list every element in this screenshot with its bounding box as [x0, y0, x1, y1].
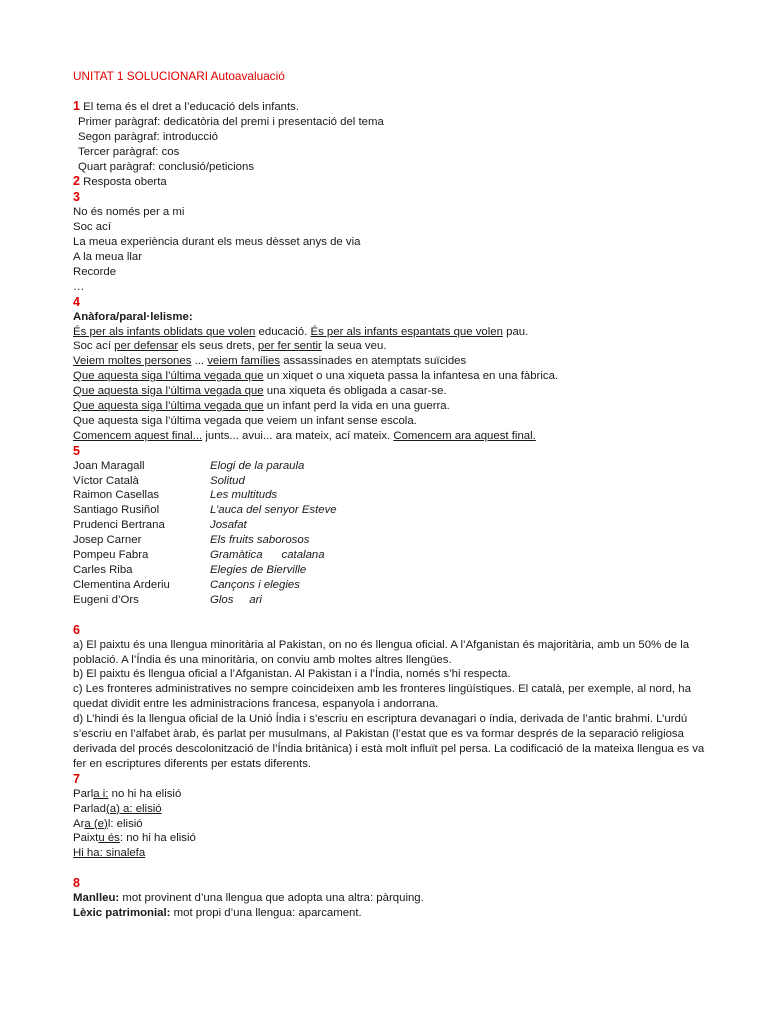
question-7-line: Ara (e)l: elisió [73, 817, 143, 830]
work-title: Josafat [210, 519, 247, 532]
work-title: Gramàtica catalana [210, 549, 325, 562]
question-2: 2 Resposta oberta [73, 174, 167, 189]
question-6-answer-c: c) Les fronteres administratives no sempre coincideixen amb les fronteres lingüístiques. El català, per exemple, al nord, ha quedat dividit entre les administracions francesa, espanyola i andorrana. [73, 683, 691, 711]
author-name: Eugeni d’Ors [73, 593, 139, 606]
question-number: 7 [73, 771, 80, 786]
author-work-row [73, 488, 713, 503]
question-3-line: Recorde [73, 265, 117, 278]
question-7-line: Parla i: no hi ha elisió [73, 787, 182, 800]
question-7-line: Parlad(a) a: elisió [73, 802, 162, 815]
question-1-line: Tercer paràgraf: cos [78, 145, 180, 158]
work-title: L’auca del senyor Esteve [210, 504, 337, 517]
question-7-line: Hi ha: sinalefa [73, 847, 146, 860]
question-1-line: Quart paràgraf: conclusió/peticions [78, 160, 255, 173]
question-number: 5 [73, 443, 80, 458]
question-number: 1 [73, 98, 80, 113]
author-name: Raimon Casellas [73, 489, 160, 502]
author-work-row [73, 474, 713, 489]
work-title: Elogi de la paraula [210, 459, 305, 472]
author-work-list [73, 459, 713, 608]
question-number: 4 [73, 294, 80, 309]
author-name: Carles Riba [73, 564, 133, 576]
author-work-row [73, 593, 713, 608]
question-number: 6 [73, 622, 80, 637]
question-1-first-line: 1 El tema és el dret a l’educació dels infants. [73, 98, 300, 113]
term: Lèxic patrimonial: [73, 907, 171, 920]
question-4-line: Que aquesta siga l’última vegada que un infant perd la vida en una guerra. [73, 400, 450, 413]
question-3-line: A la meua llar [73, 250, 143, 263]
author-name: Pompeu Fabra [73, 549, 149, 562]
question-6-answer-b: b) El paixtu és llengua oficial a l’Afganistan. Al Pakistan i a l’Índia, només s’hi respecta. [73, 668, 511, 681]
author-work-row [73, 563, 713, 578]
work-title: Les multituds [210, 489, 278, 502]
question-4-line: Soc ací per defensar els seus drets, per fer sentir la seua veu. [73, 340, 387, 353]
question-4-line: Veiem moltes persones ... veiem famílies assassinades en atemptats suïcides [73, 355, 467, 368]
question-1-line: Segon paràgraf: introducció [78, 130, 218, 143]
author-work-row [73, 533, 713, 548]
author-name: Santiago Rusiñol [73, 504, 160, 517]
question-4-line: És per als infants oblidats que volen educació. És per als infants espantats que volen pau. [73, 325, 529, 338]
document-body [73, 69, 713, 921]
question-1-line: Primer paràgraf: dedicatòria del premi i presentació del tema [78, 115, 384, 128]
question-6-answer-d: d) L’hindi és la llengua oficial de la Unió Índia i s’escriu en escriptura devanagari o índia, derivada de l’antic brahmi. L’urdú s’escriu en l’alfabet àrab, és parlat per musulmans, al Pakistan (l’estat que es va formar després de la separació religiosa derivada del procés descolonització de l’Índia britànica) i està molt influït pel persa. La codificació de la mateixa llengua es va fer en escriptures diferents per estats diferents. [73, 713, 705, 770]
question-4-line: Que aquesta siga l’última vegada que una xiqueta és obligada a casar-se. [73, 385, 447, 398]
question-3-line: La meua experiència durant els meus dèsset anys de via [73, 236, 361, 249]
question-number: 2 [73, 174, 80, 189]
author-name: Víctor Català [73, 474, 139, 487]
author-work-row [73, 518, 713, 533]
question-3-line: No és només per a mi [73, 206, 185, 219]
author-work-row [73, 578, 713, 593]
author-work-row [73, 503, 713, 518]
question-8-definition: Manlleu: mot provinent d’una llengua que adopta una altra: pàrquing. [73, 892, 424, 905]
author-name: Clementina Arderiu [73, 578, 170, 591]
work-title: Glos ari [210, 593, 262, 606]
question-number: 3 [73, 190, 80, 205]
work-title: Cançons i elegies [210, 578, 300, 591]
question-7-line: Paixtu és: no hi ha elisió [73, 832, 196, 845]
question-3-line: … [73, 280, 85, 293]
question-4-line: Que aquesta siga l’última vegada que un xiquet o una xiqueta passa la infantesa en una fàbrica. [73, 370, 559, 383]
author-name: Josep Carner [73, 534, 142, 547]
question-number: 8 [73, 876, 80, 891]
question-4-heading: Anàfora/paral·lelisme: [73, 310, 193, 323]
author-work-row [73, 548, 713, 563]
work-title: Elegies de Bierville [210, 564, 307, 576]
page-title: UNITAT 1 SOLUCIONARI Autoavaluació [73, 69, 285, 83]
question-4-line: Comencem aquest final... junts... avui... ara mateix, ací mateix. Comencem ara aquest final. [73, 429, 536, 442]
author-name: Joan Maragall [73, 459, 145, 472]
question-8-definition: Lèxic patrimonial: mot propi d’una llengua: aparcament. [73, 907, 362, 920]
work-title: Solitud [210, 474, 245, 487]
term: Manlleu: [73, 892, 120, 905]
author-name: Prudenci Bertrana [73, 519, 165, 532]
question-6-answer-a: a) El paixtu és una llengua minoritària al Pakistan, on no és llengua oficial. A l’Afganistan és majoritària, amb un 50% de la població. A l’Índia és una minoritària, on conviu amb moltes altres llengües. [73, 638, 690, 666]
work-title: Els fruits saborosos [210, 534, 310, 547]
question-4-line: Que aquesta siga l’última vegada que veiem un infant sense escola. [73, 414, 417, 427]
question-3-line: Soc ací [73, 221, 111, 234]
author-work-row [73, 459, 713, 474]
